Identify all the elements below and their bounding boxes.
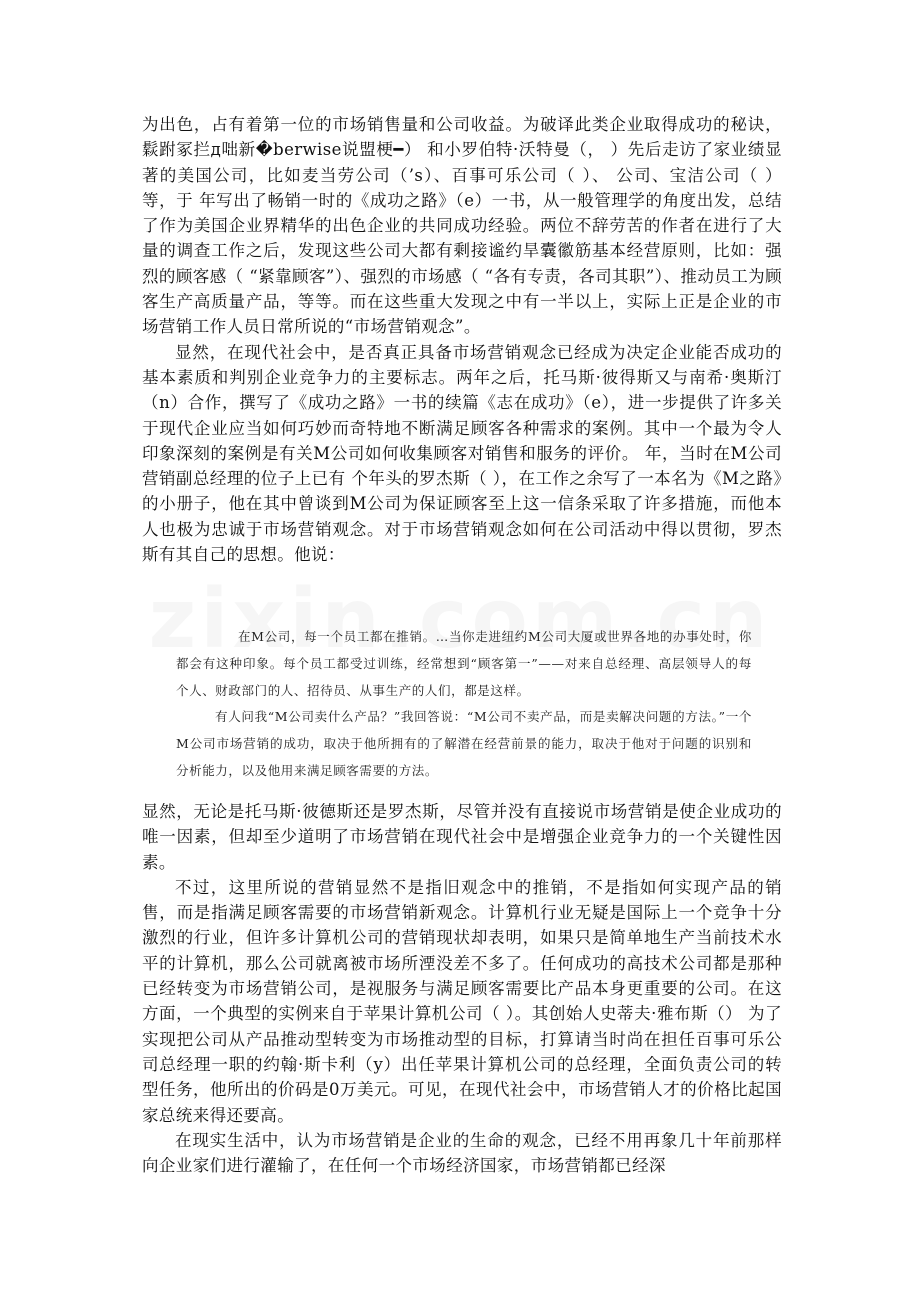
quote-paragraph-sales: 在M公司，每一个员工都在推销。…当你走进纽约M公司大厦或世界各地的办事处时，你都会有这种印象。每个员工都受过训练，经常想到“顾客第一”——对来自总经理、高层领导人的每个人、财政部门的人、招待员、从事生产的人们，都是这样。 [176,629,752,698]
paragraph-conclusion: 显然，无论是托马斯·彼德斯还是罗杰斯，尽管并没有直接说市场营销是使企业成功的唯一因素，但却至少道明了市场营销在现代社会中是增强企业竞争力的一个关键性因素。 [142,802,782,872]
paragraph-apple-example: 不过，这里所说的营销显然不是指旧观念中的推销，不是指如何实现产品的销售，而是指满足顾客需要的市场营销新观念。计算机行业无疑是国际上一个竞争十分激烈的行业，但许多计算机公司的营销现状却表明，如果只是简单地生产当前技术水平的计算机，那么公司就离被市场所湮没差不多了。任何成功的高技术公司都是那种已经转变为市场营销公司，是视服务与满足顾客需要比产品本身更重要的公司。在这方面，一个典型的实例来自于苹果计算机公司（ ）。其创始人史蒂夫·雅布斯（） 为了实现把公司从产品推动型转变为市场推动型的目标，打算请当时尚在担任百事可乐公司总经理一职的约翰·斯卡利（y）出任苹果计算机公司的总经理，全面负责公司的转型任务，他所出的价码是0万美元。可见，在现代社会中，市场营销人才的价格比起国家总统来得还要高。 [142,877,782,1125]
block-quote [176,624,752,785]
paragraph-reality: 在现实生活中，认为市场营销是企业的生命的观念，已经不用再象几十年前那样向企业家们进行灌输了，在任何一个市场经济国家，市场营销都已经深 [142,1130,782,1176]
paragraph-intro: 为出色，占有着第一位的市场销售量和公司收益。为破译此类企业取得成功的秘诀，鬏跗冢拦д咄新�berwise说盟梗━） 和小罗伯特·沃特曼（， ）先后走访了家业绩显著的美国公司，比如麦当劳公司（’s）、百事可乐公司（ ）、 公司、宝洁公司（ ）等，于 年写出了畅销一时的《成功之路》（e）一书，从一般管理学的角度出发，总结了作为美国企业界精华的出色企业的共同成功经验。两位不辞劳苦的作者在进行了大量的调查工作之后，发现这些公司大都有剩接谧约旱囊徽筋基本经营原则，比如：强烈的顾客感（ “紧靠顾客”）、强烈的市场感（ “各有专责，各司其职”）、推动员工为顾客生产高质量产品，等等。而在这些重大发现之中有一半以上，实际上正是企业的市场营销工作人员日常所说的“市场营销观念”。 [142,115,782,337]
body-text-bottom [142,799,782,1178]
quote-paragraph-solutions: 有人问我“M公司卖什么产品？”我回答说：“M公司不卖产品，而是卖解决问题的方法。”一个M公司市场营销的成功，取决于他所拥有的了解潜在经营前景的能力，取决于他对于问题的识别和分析能力，以及他用来满足顾客需要的方法。 [176,709,752,778]
body-text-top [142,112,782,567]
paragraph-marketing-concept: 显然，在现代社会中，是否真正具备市场营销观念已经成为决定企业能否成功的基本素质和判别企业竞争力的主要标志。两年之后，托马斯·彼得斯又与南希·奥斯汀（n）合作，撰写了《成功之路》一书的续篇《志在成功》（e），进一步提供了许多关于现代企业应当如何巧妙而奇特地不断满足顾客各种需求的案例。其中一个最为令人印象深刻的案例是有关M公司如何收集顾客对销售和服务的评价。 年，当时在M公司营销副总经理的位子上已有 个年头的罗杰斯（ ），在工作之余写了一本名为《M之路》的小册子，他在其中曾谈到M公司为保证顾客至上这一信条采取了许多措施，而他本人也极为忠诚于市场营销观念。对于市场营销观念如何在公司活动中得以贯彻，罗杰斯有其自己的思想。他说： [142,342,782,565]
